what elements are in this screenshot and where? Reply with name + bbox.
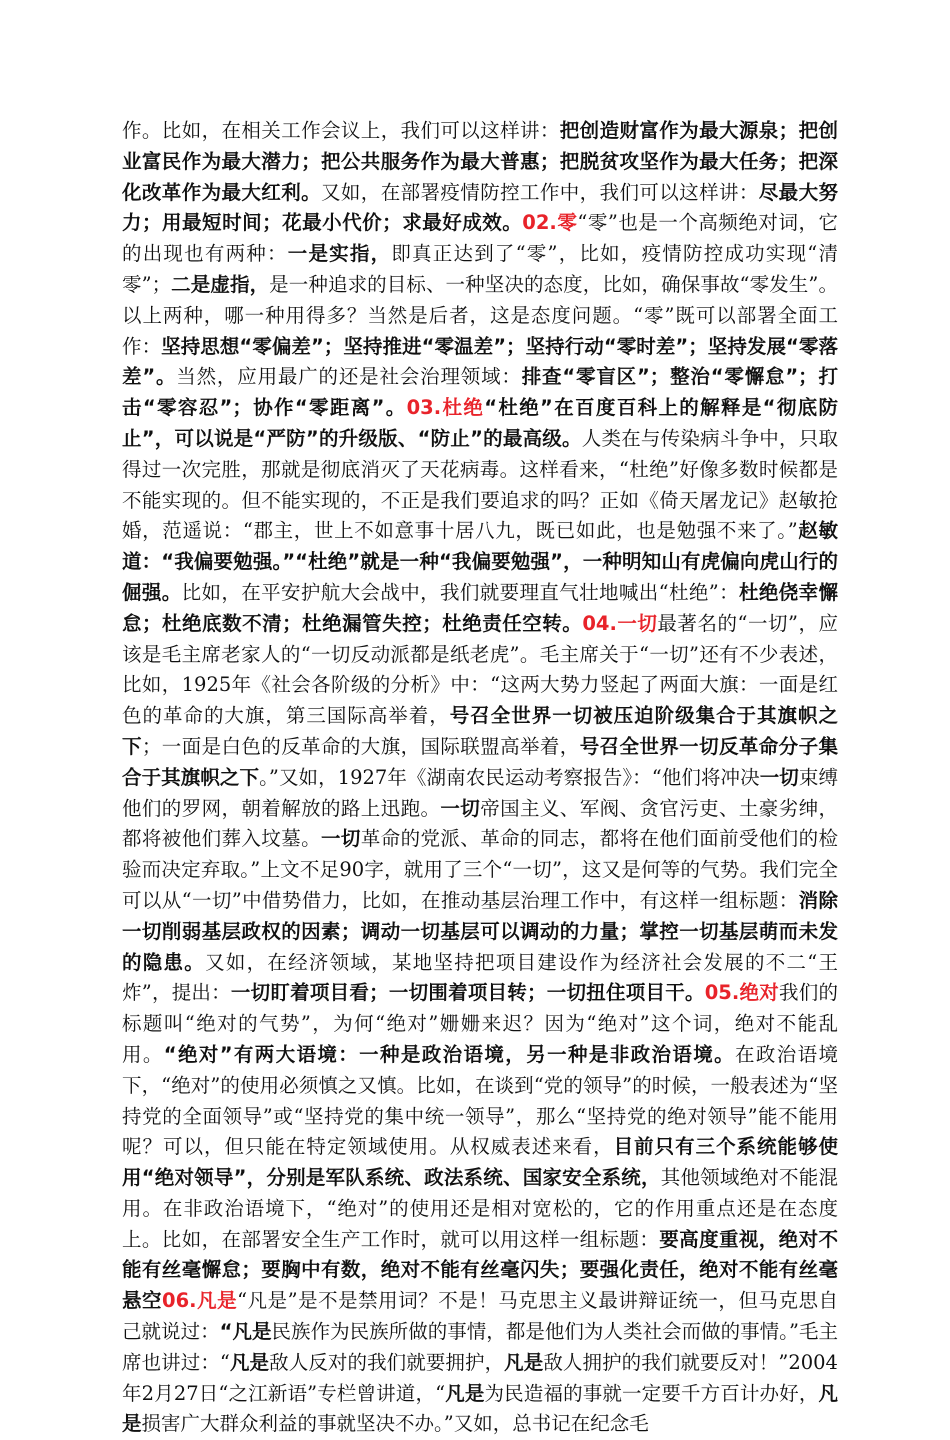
text-run: 作。比如，在相关工作会议上，我们可以这样讲： bbox=[122, 119, 560, 142]
text-run: 最著名的“一切”，应该是毛主席老家人的“一切反动派都是纸老虎”。毛主席关于“一切”还有不少表述，比如，1925年《社会各阶级的分析》中：“这两大势力竖起了两面大旗：一面是红色的革命的大旗，第三国际高举着， bbox=[122, 611, 838, 728]
bold-text-run: 凡是 bbox=[504, 1350, 544, 1374]
text-run: 束缚他们的罗网，朝着解放的路上迅跑。 bbox=[122, 765, 838, 820]
text-run: “凡是”是不是禁用词？不是！马克思主义最讲辩证统一，但马克思自己就说过： bbox=[122, 1289, 838, 1344]
section-heading-02: 02.零 bbox=[522, 211, 578, 235]
bold-text-run: 赵敏道：“我偏要勉强。”“杜绝”就是一种“我偏要勉强”，一种明知山有虎偏向虎山行的倔强。 bbox=[122, 519, 838, 604]
bold-text-run: “凡是 bbox=[219, 1320, 272, 1344]
text-run: 帝国主义、军阀、贪官污吏、土豪劣绅，都将被他们葬入坟墓。 bbox=[122, 796, 838, 851]
bold-text-run: 一切 bbox=[440, 796, 481, 820]
text-run: 敌人拥护的我们就要反对！”2004年2月27日“之江新语”专栏曾讲道，“ bbox=[122, 1350, 838, 1405]
bold-text-run: 二是虚指， bbox=[171, 272, 270, 296]
bold-text-run: 号召全世界一切反革命分子集合于其旗帜之下 bbox=[122, 734, 838, 789]
text-run: 即真正达到了“零”，比如，疫情防控成功实现“清零”； bbox=[122, 242, 838, 296]
bold-text-run: 要高度重视，绝对不能有丝毫懈怠；要胸中有数，绝对不能有丝毫闪失；要强化责任，绝对不能有丝毫悬空 bbox=[122, 1227, 838, 1313]
bold-text-run: 坚持思想“零偏差”；坚持推进“零温差”；坚持行动“零时差”；坚持发展“零落差”。 bbox=[122, 334, 838, 389]
bold-text-run: 凡是 bbox=[229, 1350, 270, 1374]
text-run: 。”又如，1927年《湖南农民运动考察报告》：“他们将冲决 bbox=[259, 765, 760, 789]
bold-text-run: 排查“零盲区”；整治“零懈怠”；打击“零容忍”；协作“零距离”。 bbox=[122, 365, 838, 420]
section-heading-06: 06.凡是 bbox=[162, 1289, 238, 1313]
text-run: 又如，在经济领域，某地坚持把项目建设作为经济社会发展的不二“王炸”，提出： bbox=[122, 950, 838, 1005]
bold-text-run: 杜绝侥幸懈怠；杜绝底数不清；杜绝漏管失控；杜绝责任空转。 bbox=[122, 580, 838, 635]
bold-text-run: 一是实指， bbox=[287, 242, 392, 266]
text-run: 敌人反对的我们就要拥护， bbox=[269, 1350, 505, 1374]
bold-text-run: “绝对”有两大语境：一种是政治语境，另一种是非政治语境。 bbox=[163, 1042, 735, 1066]
bold-text-run: 消除一切削弱基层政权的因素；调动一切基层可以调动的力量；掌控一切基层萌而未发的隐患。 bbox=[122, 888, 838, 974]
bold-text-run: 一切盯着项目看；一切围着项目转；一切扭住项目干。 bbox=[230, 981, 705, 1005]
text-run: 革命的党派、革命的同志，都将在他们面前受他们的检验而决定弃取。”上文不足90字，就用了三个“一切”，这又是何等的气势。我们完全可以从“一切”中借势借力，比如，在推动基层治理工作中，有这样一组标题： bbox=[122, 827, 838, 912]
text-run: 为民造福的事就一定要千方百计办好， bbox=[484, 1381, 819, 1405]
text-run: 其他领域绝对不能混用。在非政治语境下，“绝对”的使用还是相对宽松的，它的作用重点还是在态度上。比如，在部署安全生产工作时，就可以用这样一组标题： bbox=[122, 1166, 838, 1251]
text-run: 又如，在部署疫情防控工作中，我们可以这样讲： bbox=[321, 180, 759, 204]
document-body bbox=[122, 116, 838, 1440]
bold-text-run: “杜绝”在百度百科上的解释是“彻底防止”，可以说是“严防”的升级版、“防止”的最高级。 bbox=[122, 396, 839, 450]
bold-text-run: 凡是 bbox=[445, 1381, 485, 1405]
text-run: 我们的标题叫“绝对的气势”，为何“绝对”姗姗来迟？因为“绝对”这个词，绝对不能乱用。 bbox=[122, 981, 838, 1066]
text-run: 当然，应用最广的还是社会治理领域： bbox=[176, 365, 522, 389]
section-heading-04: 04.一切 bbox=[582, 611, 658, 635]
text-run: 损害广大群众利益的事就坚决不办。”又如，总书记在纪念毛 bbox=[141, 1412, 649, 1436]
text-run: “零”也是一个高频绝对词，它的出现也有两种： bbox=[122, 211, 838, 266]
text-run: 在政治语境下，“绝对”的使用必须慎之又慎。比如，在谈到“党的领导”的时候，一般表述为“坚持党的全面领导”或“坚持党的集中统一领导”，那么“坚持党的绝对领导”能不能用呢？可以，但只能在特定领域使用。从权威表述来看， bbox=[122, 1042, 838, 1159]
section-heading-03: 03.杜绝 bbox=[406, 396, 485, 420]
bold-text-run: 目前只有三个系统能够使用“绝对领导”，分别是军队系统、政法系统、国家安全系统， bbox=[122, 1135, 838, 1190]
section-heading-05: 05.绝对 bbox=[704, 981, 779, 1005]
text-run: 是一种追求的目标、一种坚决的态度，比如，确保事故“零发生”。以上两种，哪一种用得多？当然是后者，这是态度问题。“零”既可以部署全面工作： bbox=[122, 272, 838, 358]
bold-text-run: 尽最大努力；用最短时间；花最小代价；求最好成效。 bbox=[122, 180, 838, 235]
text-run: 人类在与传染病斗争中，只取得过一次完胜，那就是彻底消灭了天花病毒。这样看来，“杜绝”好像多数时候都是不能实现的。但不能实现的，不正是我们要追求的吗？正如《倚天屠龙记》赵敏抢婚，范遥说：“郡主，世上不如意事十居八九，既已如此，也是勉强不来了。” bbox=[122, 426, 838, 543]
text-run: 比如，在平安护航大会战中，我们就要理直气壮地喊出“杜绝”： bbox=[181, 580, 739, 604]
bold-text-run: 一切 bbox=[321, 827, 361, 851]
text-run: 民族作为民族所做的事情，都是他们为人类社会而做的事情。”毛主席也讲过：“ bbox=[122, 1320, 838, 1374]
bold-text-run: 号召全世界一切被压迫阶级集合于其旗帜之下 bbox=[122, 704, 838, 758]
text-run: ；一面是白色的反革命的大旗，国际联盟高举着， bbox=[141, 734, 580, 758]
bold-text-run: 一切 bbox=[759, 765, 799, 789]
bold-text-run: 把创造财富作为最大源泉；把创业富民作为最大潜力；把公共服务作为最大普惠；把脱贫攻坚作为最大任务；把深化改革作为最大红利。 bbox=[122, 119, 838, 204]
bold-text-run: 凡是 bbox=[122, 1381, 838, 1436]
